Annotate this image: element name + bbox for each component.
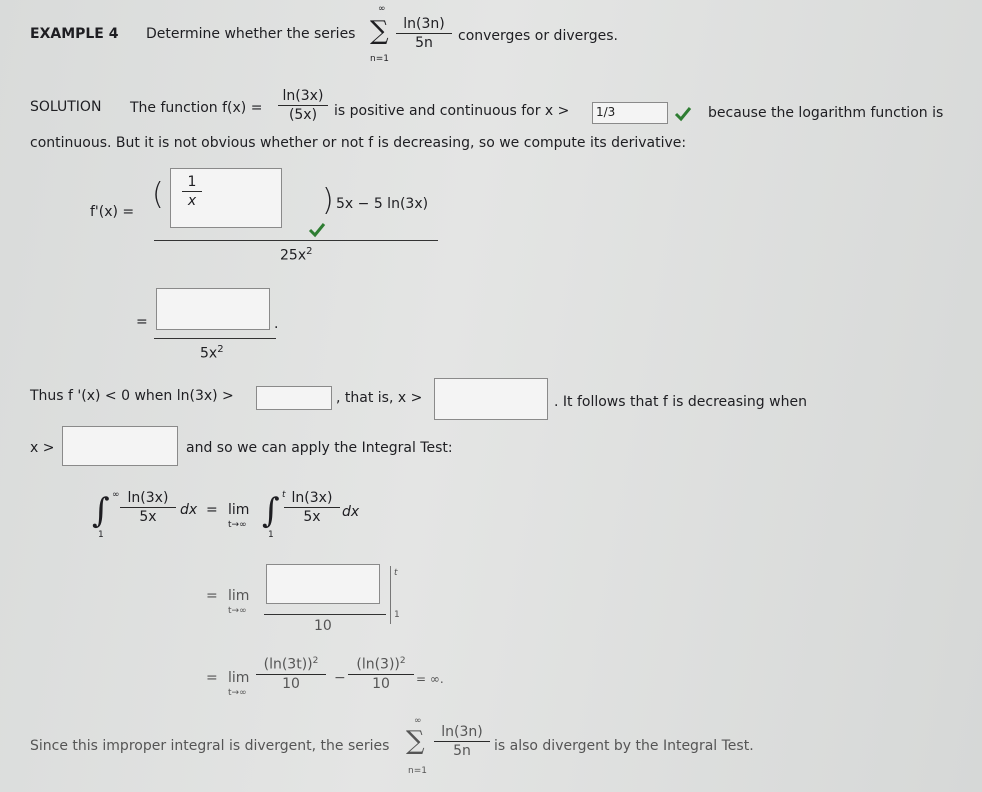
integral-upper-limit: ∞ [112,490,120,500]
term2-denominator: 10 [372,675,390,692]
term1-denominator: 10 [282,675,300,692]
answer-input-antiderivative-numerator[interactable] [266,564,380,604]
close-paren: ) [322,183,334,218]
problem-prompt: Determine whether the series [146,26,356,42]
term1-numerator: (ln(3t)) [263,656,313,673]
derivative-tail: 5x − 5 ln(3x) [336,196,429,212]
equals-sign: = [206,670,218,686]
conclusion-series-term [434,724,490,759]
integral-lower-1: 1 [268,530,274,540]
inner-fraction [182,174,202,209]
problem-prompt-end: converges or diverges. [458,28,618,44]
answer-input-positive-domain[interactable]: 1/3 [592,102,668,124]
conclusion-term-denominator: 5n [453,743,471,759]
integrand-2-denominator: 5x [303,509,321,525]
answer-input-log-threshold[interactable] [256,386,332,410]
function-denominator: (5x) [288,107,318,123]
decreasing-question: continuous. But it is not obvious whether or not f is decreasing, so we compute its derivative: [30,135,687,151]
evaluation-bar [390,566,391,624]
equals-sign: = [206,588,218,604]
check-icon [674,106,692,122]
series-term-denominator: 5n [415,35,433,51]
limit-label: lim [228,502,250,518]
integrand [120,490,176,525]
evaluation-upper: t [394,568,398,578]
conclusion-end: is also divergent by the Integral Test. [494,738,754,754]
simplified-denominator: $5x^2$ [200,344,224,362]
series-term-numerator: ln(3n) [403,16,445,32]
answer-input-simplified-numerator[interactable] [156,288,270,330]
series-lower-limit: n=1 [408,766,427,776]
integral-icon: ∫ [92,491,110,531]
limit-subscript: t→∞ [228,688,247,698]
x-greater-label: x > [30,440,55,456]
antiderivative-denominator: 10 [314,618,332,634]
minus-sign: − [334,670,346,686]
conclusion-text: Since this improper integral is divergent, the series [30,738,390,754]
check-icon [308,222,326,238]
limit-subscript: t→∞ [228,606,247,616]
limit-term-1: $(\ln(3t))^2$ 10 [256,656,326,692]
integrand-2-numerator: ln(3x) [291,490,333,506]
answer-input-decreasing-domain[interactable] [62,426,178,466]
logarithm-reason: because the logarithm function is [708,105,944,121]
limit-term-2: $(\ln(3))^2$ 10 [348,656,414,692]
that-is-text: , that is, x > [336,390,423,406]
integral-test-intro: and so we can apply the Integral Test: [186,440,453,456]
evaluation-lower: 1 [394,610,400,620]
limit-subscript: t→∞ [228,520,247,530]
limit-label: lim [228,588,250,604]
series-upper-limit: ∞ [378,4,386,14]
dx-label-2: dx [342,504,360,520]
function-fraction [278,88,328,123]
conclusion-term-numerator: ln(3n) [441,724,483,740]
function-intro: The function f(x) = [130,100,263,116]
dx-label: dx [180,502,198,518]
antiderivative-fraction-bar [264,614,386,615]
sigma-icon: ∑ [370,16,389,46]
simplified-fraction-bar [154,338,276,339]
inner-denominator: x [187,193,197,209]
equals-sign: = [206,502,218,518]
series-lower-limit: n=1 [370,54,389,64]
integral-icon: ∫ [262,491,280,531]
series-upper-limit: ∞ [414,716,422,726]
open-paren: ( [152,177,164,212]
sigma-icon: ∑ [406,726,425,756]
integral-lower-limit: 1 [98,530,104,540]
solution-label: SOLUTION [30,99,102,115]
decreasing-statement: . It follows that f is decreasing when [554,394,807,410]
answer-input-x-threshold[interactable] [434,378,548,420]
limit-label: lim [228,670,250,686]
integral-upper-t: t [282,490,286,500]
derivative-denominator: $25x^2$ [280,246,313,264]
integrand-denominator: 5x [139,509,157,525]
period: . [274,316,279,332]
term2-numerator: (ln(3)) [356,656,400,673]
equals-sign: = [136,314,148,330]
function-numerator: ln(3x) [282,88,324,104]
thus-text: Thus f '(x) < 0 when ln(3x) > [30,388,234,404]
integrand-numerator: ln(3x) [127,490,169,506]
integrand-2 [284,490,340,525]
series-term [396,16,452,51]
divergence-result: = ∞. [416,672,444,686]
inner-numerator: 1 [187,174,197,190]
example-label: EXAMPLE 4 [30,26,119,42]
positivity-text: is positive and continuous for x > [334,103,570,119]
derivative-fraction-bar [154,240,438,241]
derivative-lhs: f'(x) = [90,204,135,220]
